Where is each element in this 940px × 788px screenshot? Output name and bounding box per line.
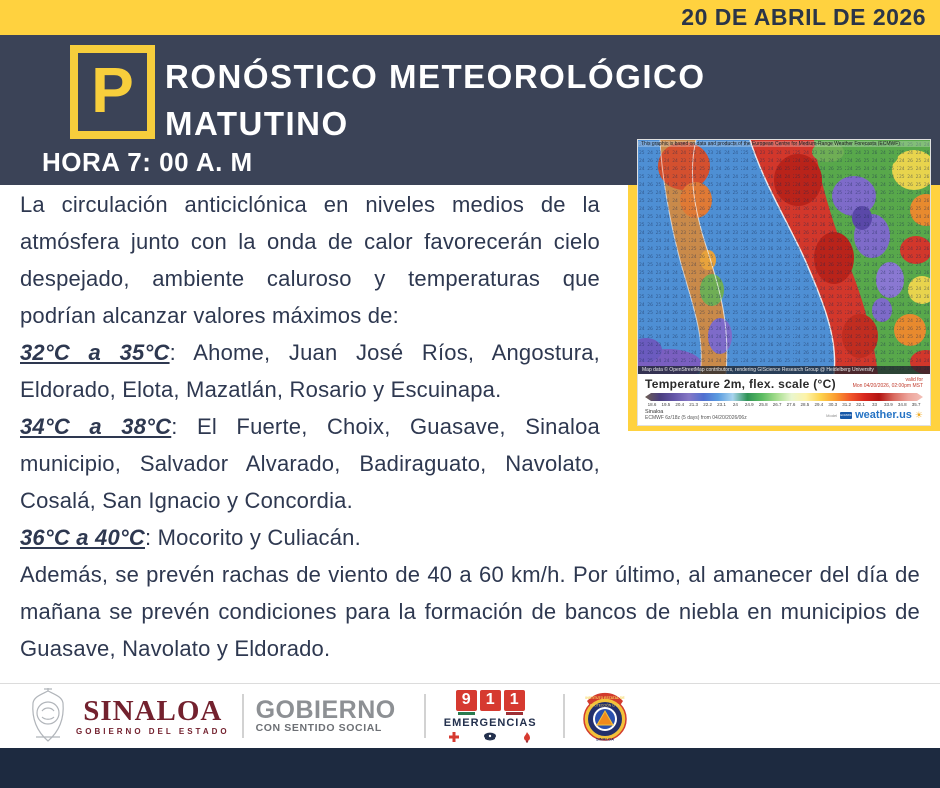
intro-text: La circulación anticiclónica en niveles medios de la atmósfera junto con la onda de calor favorecerán cielo despejado, ambiente caluroso y temperaturas que podrían alcanzar valores máximos de:: [20, 192, 600, 328]
map-top-attribution: This graphic is based on data and products of the European Centre for Medium-Range Weather Forecasts (ECMWF): [638, 141, 930, 147]
bottom-bar: [0, 748, 940, 788]
gobierno-subtitle: CON SENTIDO SOCIAL: [255, 722, 382, 734]
tick-label: 27.6: [786, 402, 796, 407]
tick-label: 29.4: [814, 402, 824, 407]
gobierno-wordmark: [256, 698, 396, 734]
footer-divider: [424, 694, 426, 738]
tick-label: 20.4: [675, 402, 685, 407]
tick-label: 30.3: [828, 402, 838, 407]
911-logo: [444, 690, 537, 743]
forecast-time: HORA 7: 00 A. M: [42, 147, 253, 177]
range-2-label: 34°C a 38°C: [20, 414, 172, 439]
p-logo-icon: [70, 45, 155, 139]
date-text: 20 DE ABRIL DE 2026: [681, 4, 926, 30]
forecast-outro: [20, 556, 920, 667]
tick-label: 21.3: [689, 402, 699, 407]
title-line-1: RONÓSTICO METEOROLÓGICO: [165, 58, 706, 95]
tick-label: 35.7: [911, 402, 921, 407]
svg-text:PROTECCIÓN CIVIL: PROTECCIÓN CIVIL: [589, 703, 620, 708]
range-3-areas: : Mocorito y Culiacán.: [144, 525, 361, 550]
page-title: [165, 53, 706, 147]
police-cap-icon: [483, 731, 497, 743]
range-line-3: [20, 519, 920, 556]
weather-us-brand: weather.us: [855, 409, 912, 421]
sinaloa-wordmark: [76, 694, 230, 736]
valid-datetime: Mon 04/20/2026, 02:00pm MST: [852, 383, 923, 389]
legend-title: Temperature 2m, flex. scale (°C): [645, 377, 836, 391]
tick-label: 31.2: [842, 402, 852, 407]
valid-for-label: valid for: [905, 377, 923, 383]
sinaloa-name: SINALOA: [83, 694, 223, 727]
ecmwf-logo: ECMWF: [840, 413, 852, 417]
forecast-text: [20, 186, 920, 667]
model-label: Model: [826, 412, 838, 418]
map-bottom-attribution: Map data © OpenStreetMap contributors, rendering GIScience Research Group @ Heidelberg University: [638, 366, 930, 374]
tick-label: 34.8: [897, 402, 907, 407]
proteccion-civil-emblem: [577, 687, 633, 745]
sun-icon: ☀: [914, 409, 923, 420]
sinaloa-subtitle: GOBIERNO DEL ESTADO: [76, 726, 230, 736]
range-3-label: 36°C a 40°C: [20, 525, 145, 550]
svg-text:INSTITUTO ESTATAL DE: INSTITUTO ESTATAL DE: [585, 696, 625, 700]
title-line-2: MATUTINO: [165, 105, 349, 142]
tick-label: 19.5: [661, 402, 671, 407]
fire-icon: [521, 731, 533, 743]
tick-label: 23.1: [717, 402, 726, 407]
sinaloa-coat-of-arms-icon: [28, 687, 68, 745]
footer-divider: [563, 694, 565, 738]
tick-label: 24: [732, 402, 738, 407]
footer-divider: [242, 694, 244, 738]
footer-logos: [0, 683, 940, 748]
range-2-areas: : El Fuerte, Choix, Guasave, Sinaloa municipio, Salvador Alvarado, Badiraguato, Navolato, Cosalá, San Ignacio y Concordia.: [20, 414, 600, 513]
tick-label: 26.7: [772, 402, 782, 407]
range-1-label: 32°C a 35°C: [20, 340, 170, 365]
legend-run-text: ECMWF 6z/18z (5 days) from 04/20/2026/06z: [645, 415, 747, 421]
tick-label: 32.1: [856, 402, 865, 407]
legend-region: Sinaloa: [645, 409, 664, 415]
date-bar: [0, 0, 940, 35]
tick-label: 33.9: [883, 402, 893, 407]
gobierno-name: GOBIERNO: [255, 696, 396, 724]
tick-label: 22.2: [703, 402, 712, 407]
tick-label: 24.9: [744, 402, 754, 407]
911-digit-box: 1: [504, 690, 525, 711]
medical-cross-icon: [448, 731, 460, 743]
outro-text: Además, se prevén rachas de viento de 40 a 60 km/h. Por último, al amanecer del día de mañana se prevén condiciones para la formación de bancos de niebla en municipios de Guasave, Navolato y Eldorado.: [20, 562, 920, 661]
tick-label: 28.5: [800, 402, 810, 407]
tick-label: 33: [871, 402, 877, 407]
911-digit-box: 1: [480, 690, 501, 711]
tick-label: 18.6: [647, 402, 657, 407]
p-logo-letter: P: [91, 54, 134, 126]
911-digit-box: 9: [456, 690, 477, 711]
map-wrap-spacer: [600, 186, 920, 458]
svg-text:SINALOA: SINALOA: [595, 736, 614, 742]
range-1-areas: : Ahome, Juan José Ríos, Angostura, Eldorado, Elota, Mazatlán, Rosario y Escuinapa.: [20, 340, 600, 402]
tick-label: 25.8: [758, 402, 768, 407]
emergencias-label: EMERGENCIAS: [443, 716, 537, 729]
